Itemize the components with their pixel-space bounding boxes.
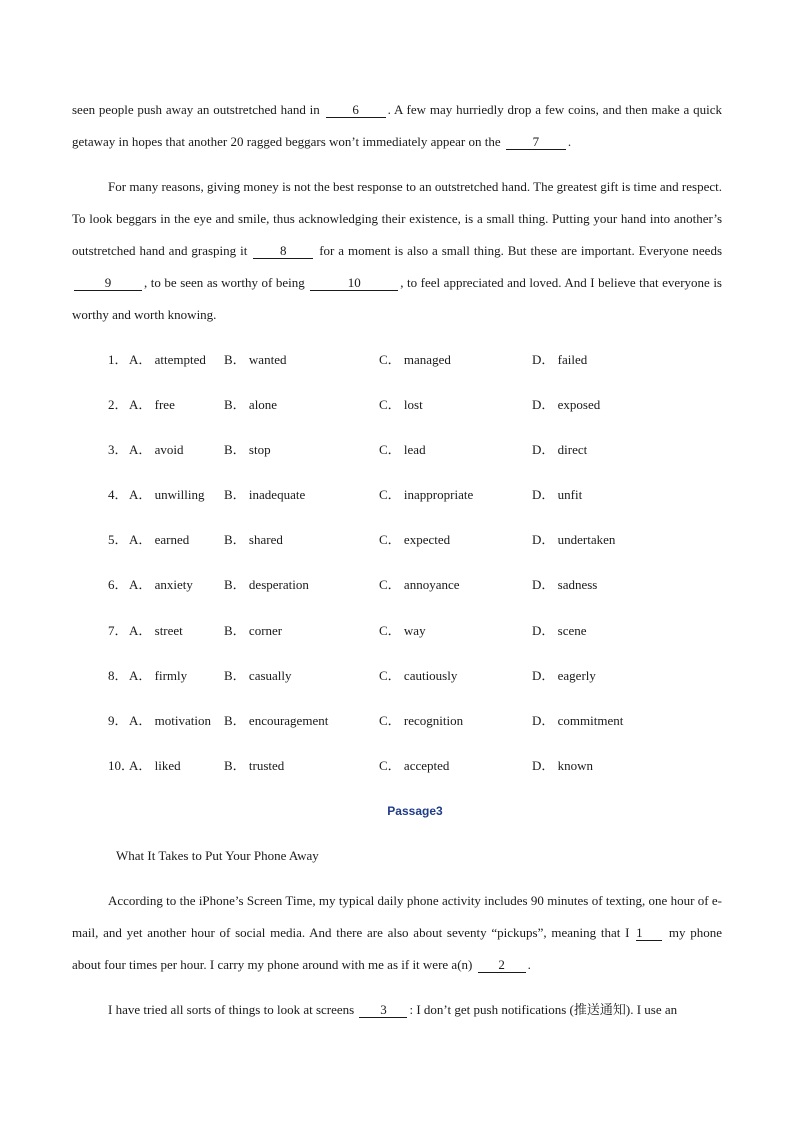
blank-8[interactable]: 8 — [253, 243, 313, 259]
option-c[interactable]: C． expected — [379, 532, 451, 548]
paragraph-text: I have tried all sorts of things to look at screens — [108, 1002, 355, 1017]
option-a[interactable]: A． street — [129, 622, 183, 638]
option-d[interactable]: D． scene — [532, 622, 587, 638]
option-d[interactable]: D． sadness — [532, 577, 598, 593]
option-a[interactable]: A． firmly — [129, 667, 188, 683]
question-row — [108, 480, 728, 525]
question-number: 7． — [108, 622, 128, 638]
question-list — [108, 345, 728, 796]
blank-6[interactable]: 6 — [326, 102, 386, 118]
option-c[interactable]: C． managed — [379, 352, 451, 367]
option-c[interactable]: C． cautiously — [379, 667, 458, 683]
option-b[interactable]: B． alone — [224, 397, 278, 413]
option-a[interactable]: A． avoid — [129, 442, 184, 458]
option-a[interactable]: A． attempted — [129, 352, 206, 367]
option-d[interactable]: D． known — [532, 757, 594, 773]
question-number: 9． — [108, 712, 128, 728]
question-number: 10． — [108, 757, 135, 773]
question-number: 4． — [108, 487, 128, 503]
paragraph-text: , to be seen as worthy of being — [144, 275, 305, 290]
option-c[interactable]: C． lead — [379, 442, 426, 458]
option-d[interactable]: D． undertaken — [532, 532, 616, 548]
blank-2[interactable]: 2 — [478, 957, 526, 973]
option-b[interactable]: B． corner — [224, 622, 283, 638]
option-a[interactable]: A． liked — [129, 757, 181, 773]
option-d[interactable]: D． unfit — [532, 487, 583, 503]
question-row — [108, 525, 728, 570]
option-b[interactable]: B． wanted — [224, 352, 287, 367]
question-row — [108, 435, 728, 480]
option-d[interactable]: D． failed — [532, 352, 588, 367]
paragraph-text: . A few may hurriedly drop a few coins, and then make a quick getaway in hopes that another 20 ragged beggars won’t immediately appear on the — [72, 102, 722, 149]
blank-10[interactable]: 10 — [310, 275, 398, 291]
option-b[interactable]: B． desperation — [224, 577, 309, 593]
question-row — [108, 570, 728, 615]
option-d[interactable]: D． direct — [532, 442, 588, 458]
option-a[interactable]: A． anxiety — [129, 577, 193, 593]
paragraph-text: for a moment is also a small thing. But these are important. Everyone needs — [319, 243, 723, 258]
question-row — [108, 751, 728, 796]
paragraph-text: . — [527, 957, 531, 972]
question-row — [108, 661, 728, 706]
question-number: 3． — [108, 442, 128, 458]
question-row — [108, 345, 728, 390]
passage2-paragraph-1 — [72, 94, 722, 158]
passage3-paragraph-2 — [72, 994, 722, 1026]
option-b[interactable]: B． trusted — [224, 757, 285, 773]
passage-heading: Passage3 — [387, 804, 443, 818]
paragraph-text: seen people push away an outstretched hand in — [72, 102, 320, 117]
question-number: 2． — [108, 397, 128, 413]
paragraph-text: According to the iPhone’s Screen Time, my typical daily phone activity includes 90 minutes of texting, one hour of e-mail, and yet another hour of social media. And there are also about seventy “pickups”, meaning that I — [72, 893, 722, 940]
paragraph-text: For many reasons, giving money is not the best response to an outstretched hand. The greatest gift is time and respect. To look beggars in the eye and smile, thus acknowledging their existence, is a small thing. Putting your hand into another’s outstretched hand and grasping it — [72, 179, 722, 258]
passage-title: What It Takes to Put Your Phone Away — [116, 848, 319, 863]
option-d[interactable]: D． commitment — [532, 712, 624, 728]
question-row — [108, 616, 728, 661]
question-row — [108, 390, 728, 435]
option-d[interactable]: D． eagerly — [532, 667, 596, 683]
option-c[interactable]: C． annoyance — [379, 577, 460, 593]
option-b[interactable]: B． shared — [224, 532, 283, 548]
option-a[interactable]: A． free — [129, 397, 175, 413]
option-c[interactable]: C． inappropriate — [379, 487, 474, 503]
option-d[interactable]: D． exposed — [532, 397, 601, 413]
option-b[interactable]: B． stop — [224, 442, 271, 458]
passage2-paragraph-2 — [72, 171, 722, 331]
option-c[interactable]: C． recognition — [379, 712, 464, 728]
blank-3[interactable]: 3 — [359, 1002, 407, 1018]
paragraph-text: : I don’t get push notifications (推送通知). I use an — [409, 1002, 678, 1017]
question-row — [108, 706, 728, 751]
question-number: 1． — [108, 352, 128, 367]
option-b[interactable]: B． encouragement — [224, 712, 329, 728]
question-number: 5． — [108, 532, 128, 548]
paragraph-text: my phone about four times per hour. I carry my phone around with me as if it were a(n) — [72, 925, 723, 972]
question-number: 8． — [108, 667, 128, 683]
paragraph-text: , to feel appreciated and loved. And I believe that everyone is worthy and worth knowing. — [72, 275, 722, 322]
option-c[interactable]: C． accepted — [379, 757, 450, 773]
question-number: 6． — [108, 577, 128, 593]
blank-1[interactable]: 1 — [636, 925, 662, 941]
option-b[interactable]: B． inadequate — [224, 487, 306, 503]
blank-7[interactable]: 7 — [506, 134, 566, 150]
option-c[interactable]: C． way — [379, 622, 426, 638]
option-a[interactable]: A． earned — [129, 532, 190, 548]
option-b[interactable]: B． casually — [224, 667, 292, 683]
passage3-paragraph-1 — [72, 885, 722, 981]
option-a[interactable]: A． motivation — [129, 712, 211, 728]
blank-9[interactable]: 9 — [74, 275, 142, 291]
option-a[interactable]: A． unwilling — [129, 487, 205, 503]
paragraph-text: . — [567, 134, 572, 149]
option-c[interactable]: C． lost — [379, 397, 423, 413]
